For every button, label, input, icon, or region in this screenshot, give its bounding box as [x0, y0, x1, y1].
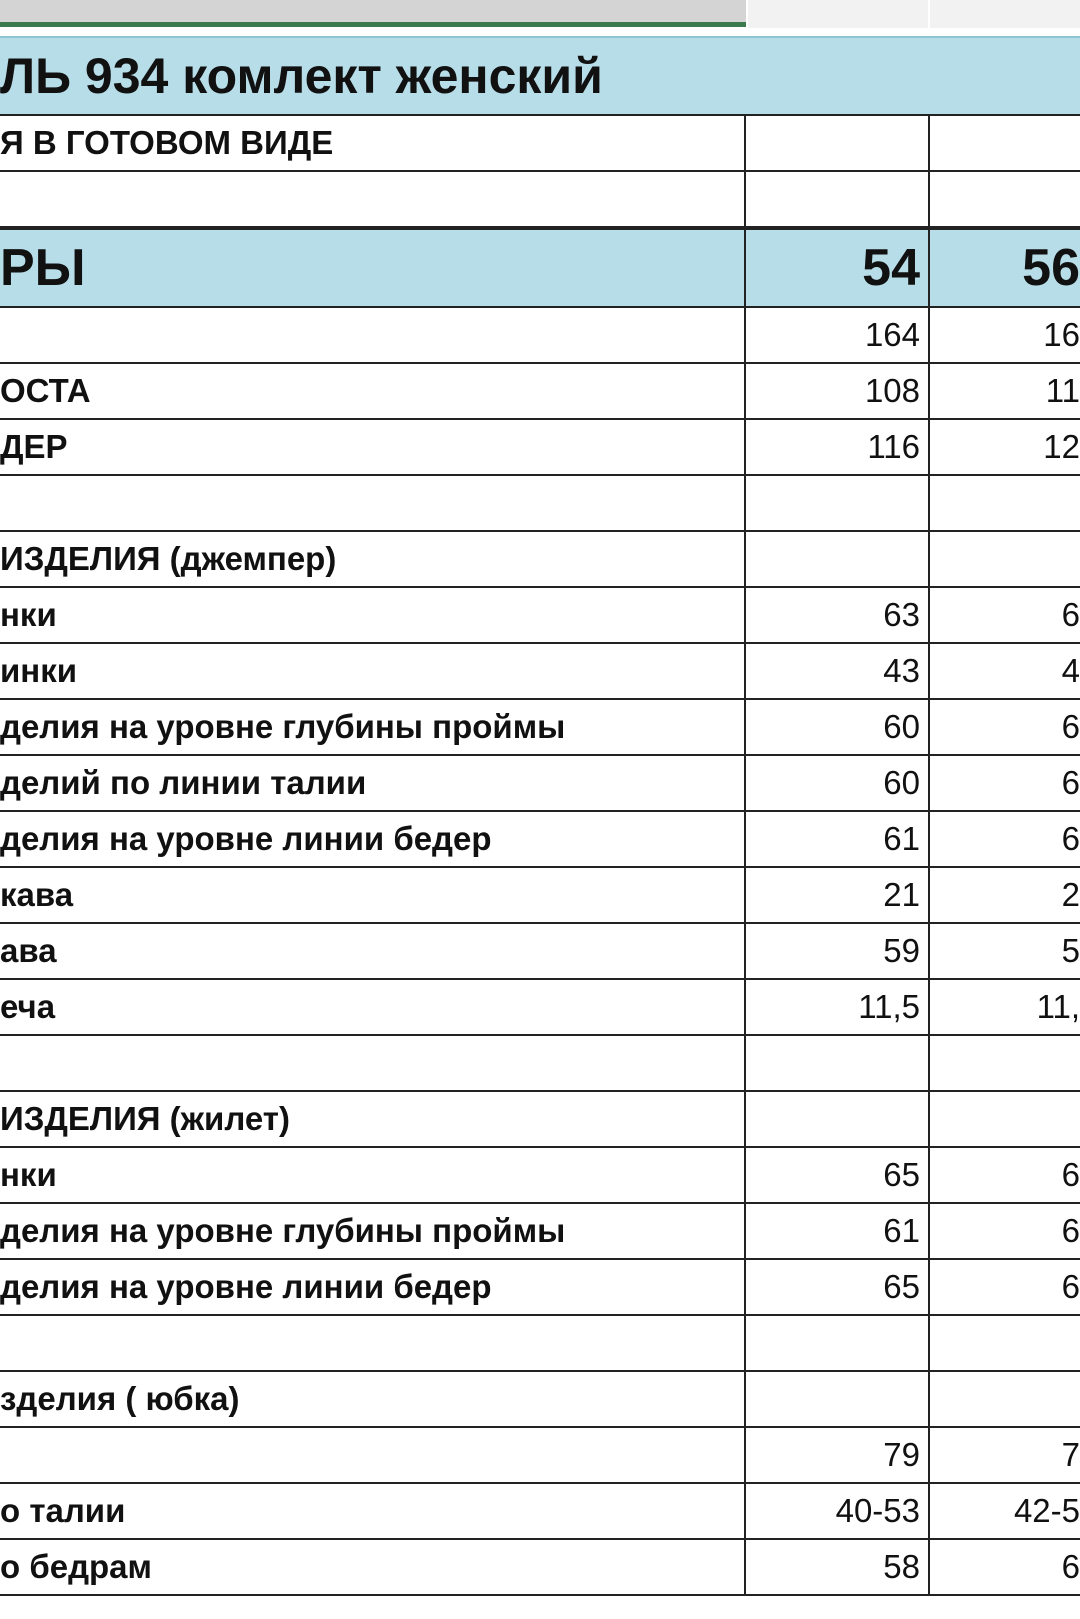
size-56-value-cell[interactable]: 6 [1061, 1156, 1080, 1193]
size-54-value-cell[interactable] [746, 1092, 930, 1146]
selected-column-indicator [0, 22, 746, 27]
size-56-value-cell[interactable]: 6 [1061, 820, 1080, 857]
size-54-value-cell[interactable] [746, 116, 930, 170]
size-56-value-cell[interactable] [930, 1316, 1080, 1370]
column-header-c[interactable] [930, 0, 1080, 28]
size-56-value-cell[interactable] [930, 172, 1080, 226]
size-56-value-cell[interactable]: 6 [1061, 1212, 1080, 1249]
size-54-value-cell[interactable]: 116 [746, 420, 930, 474]
table-row [0, 644, 1080, 700]
size-54-value-cell[interactable]: 63 [746, 588, 930, 642]
table-row [0, 172, 1080, 228]
size-54-value-cell[interactable] [746, 532, 930, 586]
table-row [0, 116, 1080, 172]
size-54-value-cell[interactable]: 58 [746, 1540, 930, 1594]
size-54-value-cell[interactable]: 40-53 [746, 1484, 930, 1538]
table-row [0, 1148, 1080, 1204]
table-row [0, 532, 1080, 588]
size-54-value-cell[interactable]: 59 [746, 924, 930, 978]
size-56-value-cell[interactable]: 12 [1043, 428, 1080, 465]
row-label-cell[interactable]: нки [0, 588, 746, 642]
size-54-value-cell[interactable] [746, 172, 930, 226]
row-label-cell[interactable] [0, 1036, 746, 1090]
table-row [0, 868, 1080, 924]
size-56-value-cell[interactable]: 56 [1022, 239, 1080, 297]
size-56-value-cell[interactable]: 11 [1045, 372, 1080, 409]
row-label-cell[interactable] [0, 1316, 746, 1370]
sheet-title-cell[interactable] [0, 36, 1080, 116]
spreadsheet-header-strip [0, 0, 1080, 36]
size-54-value-cell[interactable]: 21 [746, 868, 930, 922]
column-header-a[interactable] [0, 0, 746, 22]
table-row [0, 1316, 1080, 1372]
table-row [0, 476, 1080, 532]
size-56-value-cell[interactable]: 6 [1061, 708, 1080, 745]
size-54-value-cell[interactable]: 60 [746, 756, 930, 810]
row-label-cell[interactable] [0, 308, 746, 362]
size-54-value-cell[interactable]: 54 [746, 230, 930, 306]
row-label-cell[interactable]: ДЕР [0, 420, 746, 474]
size-54-value-cell[interactable]: 43 [746, 644, 930, 698]
size-56-value-cell[interactable] [930, 1092, 1080, 1146]
row-label-cell[interactable]: о талии [0, 1484, 746, 1538]
size-header-row [0, 228, 1080, 308]
table-row [0, 1428, 1080, 1484]
row-label-cell[interactable]: делия на уровне линии бедер [0, 1260, 746, 1314]
table-row [0, 924, 1080, 980]
column-header-b[interactable] [748, 0, 928, 28]
row-label-cell[interactable]: нки [0, 1148, 746, 1202]
row-label-cell[interactable]: делий по линии талии [0, 756, 746, 810]
size-54-value-cell[interactable] [746, 1372, 930, 1426]
row-label-cell[interactable] [0, 476, 746, 530]
measurement-rows [0, 116, 1080, 1596]
size-56-value-cell[interactable]: 6 [1061, 764, 1080, 801]
table-row [0, 1540, 1080, 1596]
size-54-value-cell[interactable] [746, 476, 930, 530]
size-56-value-cell[interactable]: 6 [1061, 1268, 1080, 1305]
table-row [0, 420, 1080, 476]
row-label-cell[interactable]: зделия ( юбка) [0, 1372, 746, 1426]
size-54-value-cell[interactable]: 65 [746, 1148, 930, 1202]
size-54-value-cell[interactable]: 60 [746, 700, 930, 754]
table-row [0, 1372, 1080, 1428]
size-56-value-cell[interactable]: 42-5 [1013, 1492, 1080, 1529]
size-56-value-cell[interactable] [930, 532, 1080, 586]
table-row [0, 700, 1080, 756]
size-56-value-cell[interactable] [930, 1036, 1080, 1090]
size-56-value-cell[interactable] [930, 476, 1080, 530]
row-label-cell[interactable]: ИЗДЕЛИЯ (жилет) [0, 1092, 746, 1146]
row-label-cell[interactable] [0, 1428, 746, 1482]
size-56-value-cell[interactable]: 6 [1061, 1548, 1080, 1585]
table-row [0, 1036, 1080, 1092]
size-56-value-cell[interactable]: 16 [1043, 316, 1080, 353]
row-label-cell[interactable]: инки [0, 644, 746, 698]
size-54-value-cell[interactable]: 61 [746, 1204, 930, 1258]
table-row [0, 588, 1080, 644]
size-56-value-cell[interactable] [930, 116, 1080, 170]
spreadsheet-grid [0, 36, 1080, 1596]
size-54-value-cell[interactable]: 164 [746, 308, 930, 362]
size-56-value-cell[interactable]: 7 [1061, 1436, 1080, 1473]
row-label-cell[interactable]: ИЗДЕЛИЯ (джемпер) [0, 532, 746, 586]
table-row [0, 1092, 1080, 1148]
table-row [0, 364, 1080, 420]
size-54-value-cell[interactable]: 65 [746, 1260, 930, 1314]
table-row [0, 1260, 1080, 1316]
table-row [0, 980, 1080, 1036]
row-label-cell[interactable]: еча [0, 980, 746, 1034]
size-56-value-cell[interactable]: 6 [1061, 596, 1080, 633]
row-label-cell[interactable]: РЫ [0, 230, 746, 306]
row-label-cell[interactable]: кава [0, 868, 746, 922]
sheet-title: ЛЬ 934 комлект женский [0, 48, 603, 104]
row-label-cell[interactable] [0, 172, 746, 226]
table-row [0, 1204, 1080, 1260]
table-row [0, 308, 1080, 364]
size-56-value-cell[interactable]: 2 [1061, 876, 1080, 913]
row-label-cell[interactable]: делия на уровне глубины проймы [0, 700, 746, 754]
size-56-value-cell[interactable]: 4 [1061, 652, 1080, 689]
table-row [0, 812, 1080, 868]
row-label-cell[interactable]: делия на уровне глубины проймы [0, 1204, 746, 1258]
row-label-cell[interactable]: делия на уровне линии бедер [0, 812, 746, 866]
row-label-cell[interactable]: о бедрам [0, 1540, 746, 1594]
size-56-value-cell[interactable]: 5 [1061, 932, 1080, 969]
size-54-value-cell[interactable] [746, 1036, 930, 1090]
row-label-cell[interactable]: ОСТА [0, 364, 746, 418]
size-56-value-cell[interactable]: 11, [1036, 988, 1080, 1025]
size-56-value-cell[interactable] [930, 1372, 1080, 1426]
size-54-value-cell[interactable] [746, 1316, 930, 1370]
row-label-cell[interactable]: ава [0, 924, 746, 978]
row-label-cell[interactable]: Я В ГОТОВОМ ВИДЕ [0, 116, 746, 170]
table-row [0, 756, 1080, 812]
table-row [0, 1484, 1080, 1540]
size-54-value-cell[interactable]: 61 [746, 812, 930, 866]
size-54-value-cell[interactable]: 79 [746, 1428, 930, 1482]
size-54-value-cell[interactable]: 11,5 [746, 980, 930, 1034]
size-54-value-cell[interactable]: 108 [746, 364, 930, 418]
